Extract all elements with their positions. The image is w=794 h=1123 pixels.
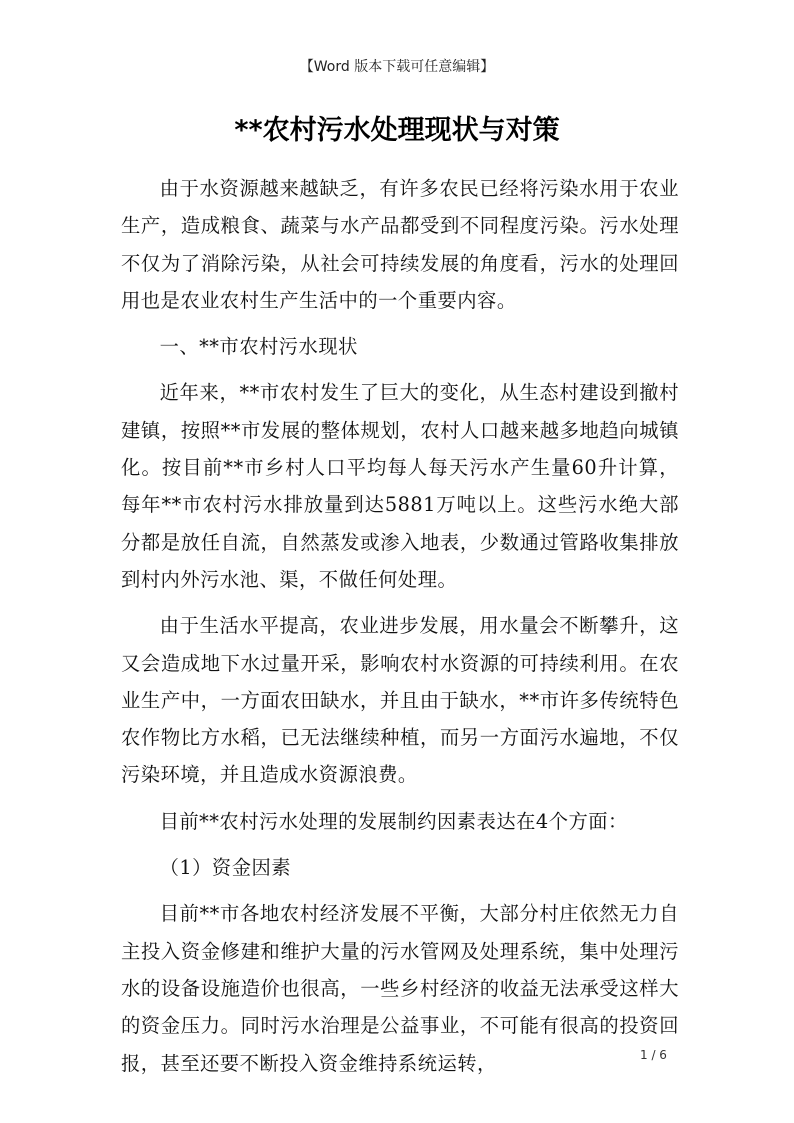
header-note: 【Word 版本下载可任意编辑】 [299, 59, 495, 75]
paragraph-factors-intro: 目前**农村污水处理的发展制约因素表达在4个方面： [159, 809, 628, 833]
document-body [121, 170, 679, 1091]
section-heading-1: 一、**市农村污水现状 [159, 335, 358, 359]
paragraph-funding: 目前**市各地农村经济发展不平衡，大部分村庄依然无力自主投入资金修建和维护大量的污水管网及处理系统，集中处理污水的设备设施造价也很高，一些乡村经济的收益无法承受这样大的资金压力。同时污水治理是公益事业，不可能有很高的投资回报，甚至还要不断投入资金维持系统运转， [121, 902, 679, 1075]
page-number: 1 / 6 [640, 1048, 667, 1062]
subheading-funding: （1）资金因素 [159, 856, 292, 880]
document-title: **农村污水处理现状与对策 [234, 115, 560, 146]
paragraph-water-usage: 由于生活水平提高，农业进步发展，用水量会不断攀升，这又会造成地下水过量开采，影响农村水资源的可持续利用。在农业生产中，一方面农田缺水，并且由于缺水，**市许多传统特色农作物比方水稻，已无法继续种植，而另一方面污水遍地，不仅污染环境，并且造成水资源浪费。 [121, 614, 679, 787]
paragraph-current-status: 近年来，**市农村发生了巨大的变化，从生态村建设到撤村建镇，按照**市发展的整体规划，农村人口越来越多地趋向城镇化。按目前**市乡村人口平均每人每天污水产生量60升计算，每年**市农村污水排放量到达5881万吨以上。这些污水绝大部分都是放任自流，自然蒸发或渗入地表，少数通过管路收集排放到村内外污水池、渠，不做任何处理。 [121, 381, 679, 591]
paragraph-intro: 由于水资源越来越缺乏，有许多农民已经将污染水用于农业生产，造成粮食、蔬菜与水产品都受到不同程度污染。污水处理不仅为了消除污染，从社会可持续发展的角度看，污水的处理回用也是农业农村生产生活中的一个重要内容。 [121, 177, 679, 312]
